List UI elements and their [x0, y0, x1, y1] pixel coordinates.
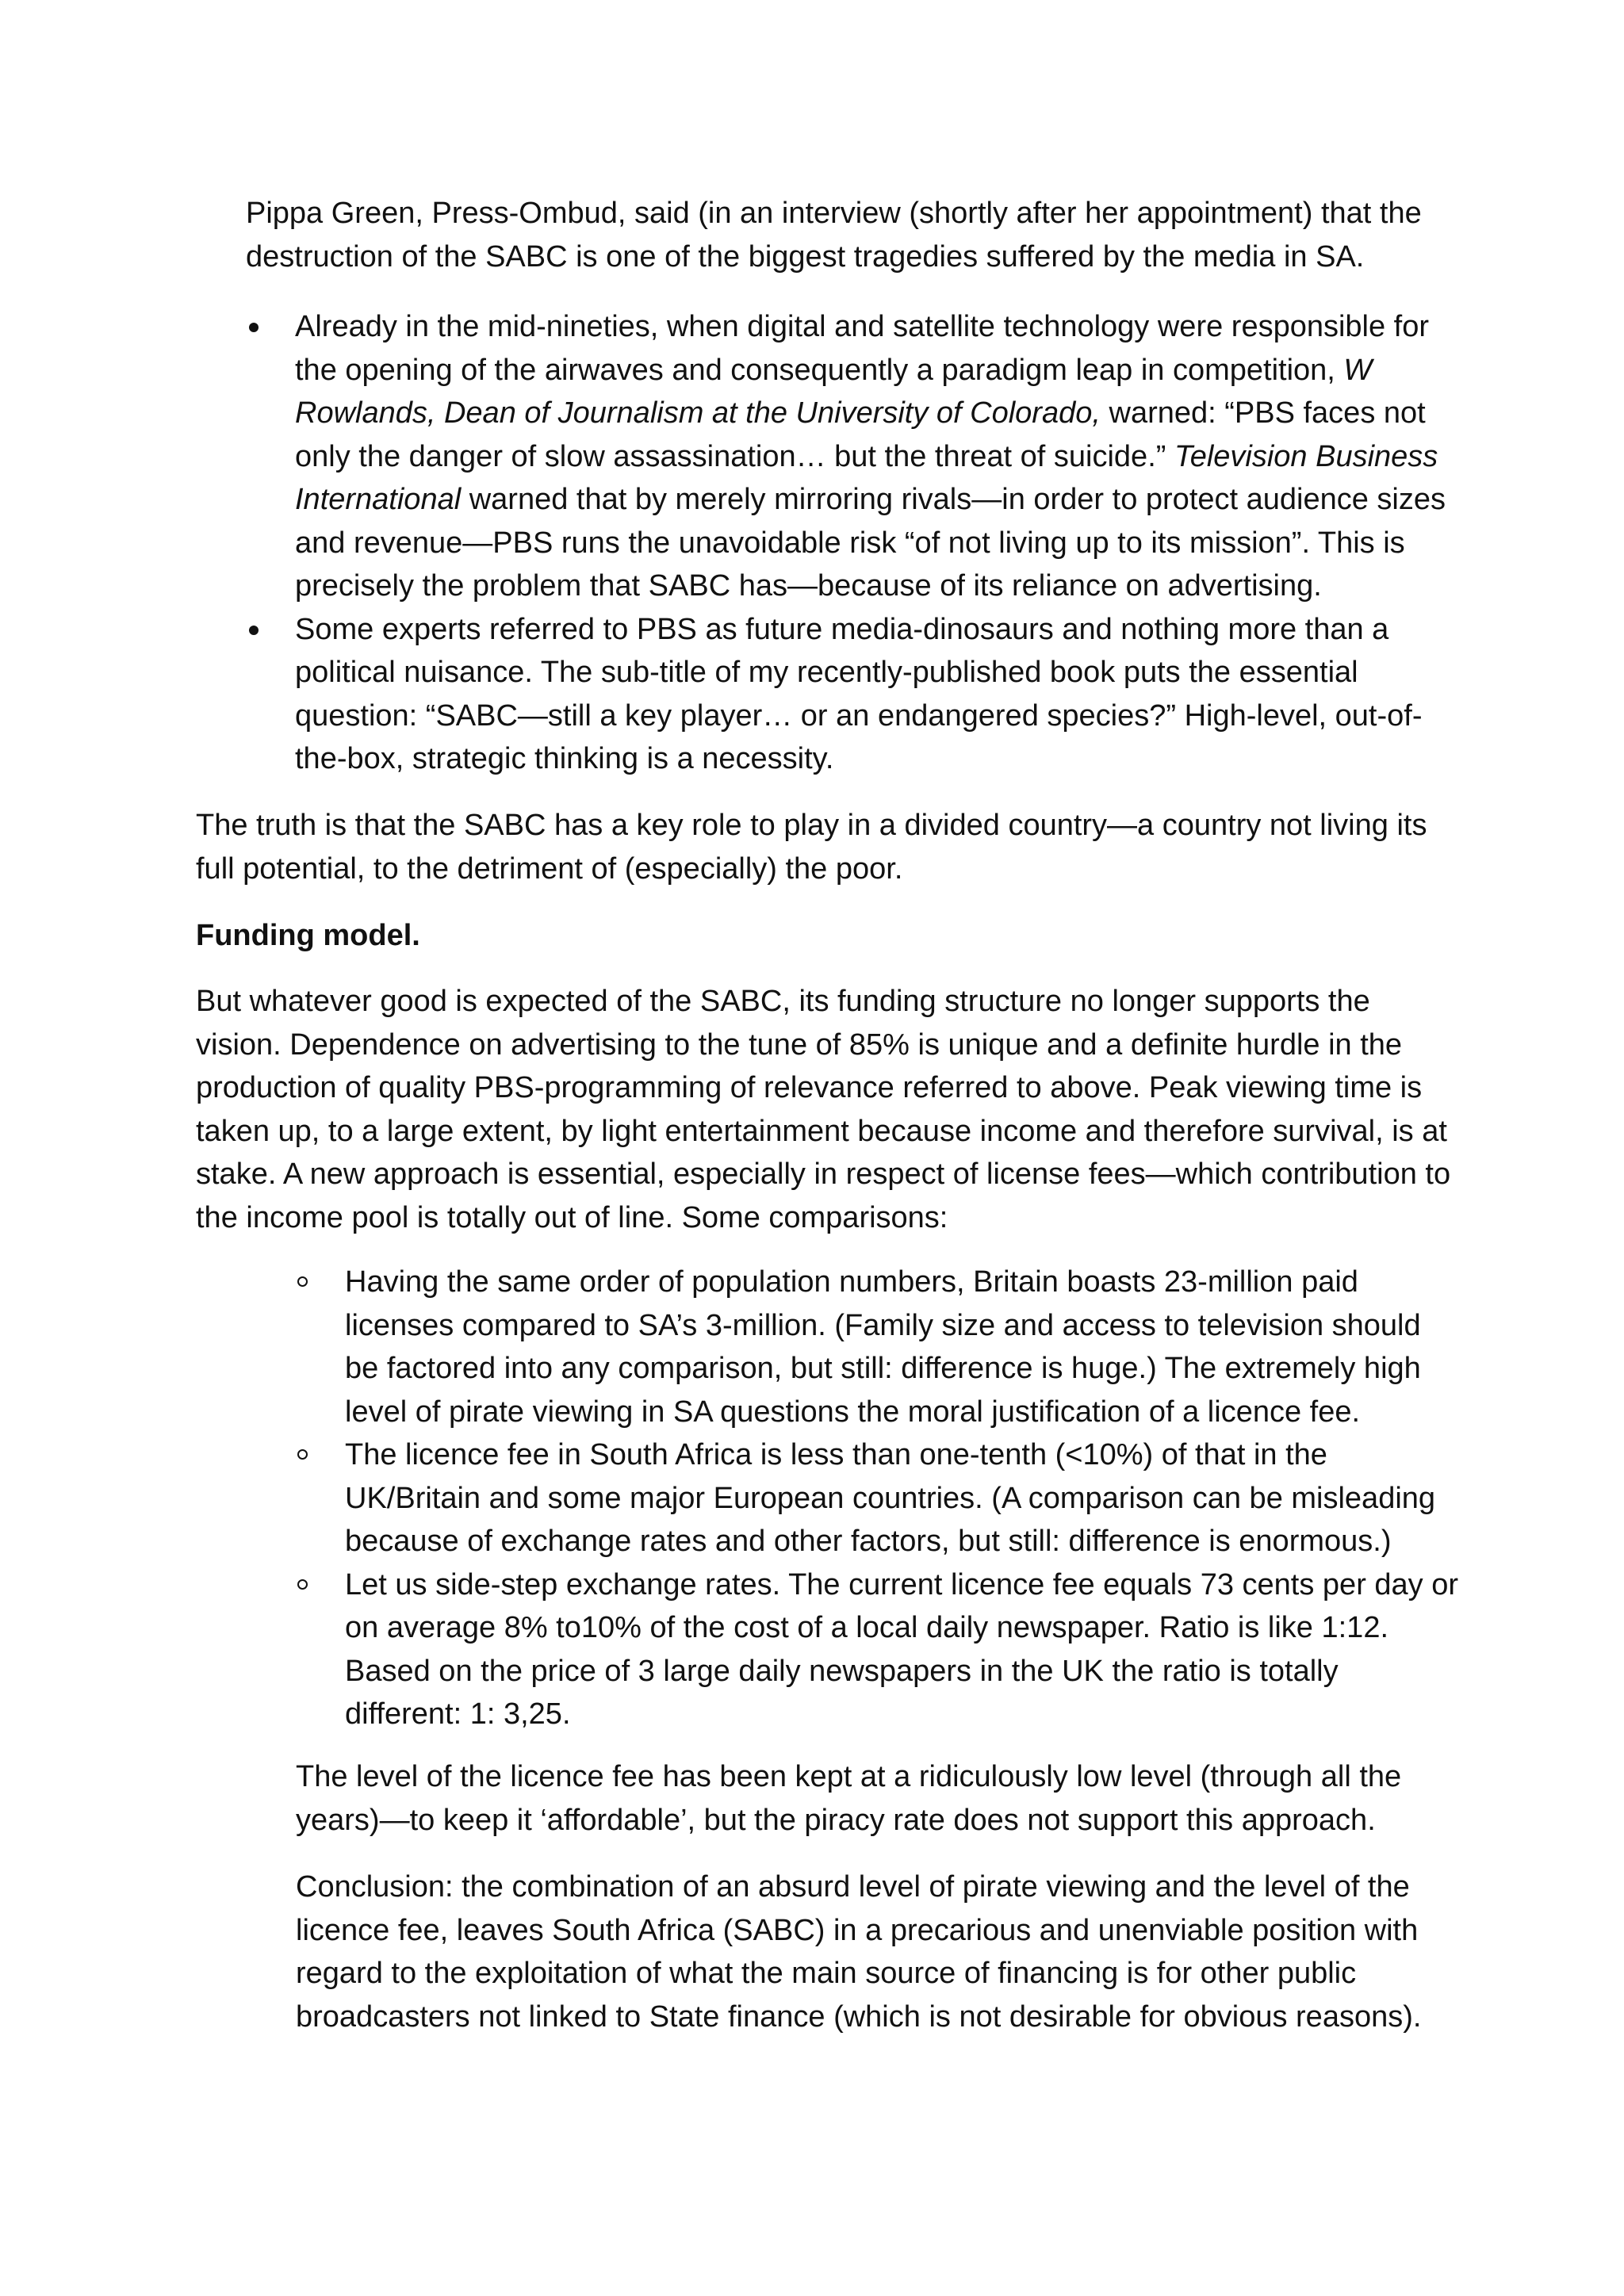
truth-paragraph: The truth is that the SABC has a key role to play in a divided country—a country not living its full potential, to the detriment of (especially) the poor.	[196, 809, 1427, 886]
bullet-text-tail: warned that by merely mirroring rivals—in order to protect audience sizes and revenue—PBS runs the unavoidable risk “of not living up to its mission”. This is precisely the problem that SABC has—because of its reliance on advertising.	[295, 483, 1446, 603]
bullet-item	[246, 305, 1451, 608]
circle-bullet-icon	[297, 1276, 308, 1287]
bullet-item	[246, 608, 1451, 781]
bullet-text-lead: Already in the mid-nineties, when digital and satellite technology were responsible for the opening of the airwaves and consequently a paradigm leap in competition,	[295, 310, 1430, 387]
comparison-item	[296, 1433, 1461, 1563]
licence-level-paragraph: The level of the licence fee has been kept at a ridiculously low level (through all the years)—to keep it ‘affordable’, but the piracy rate does not support this approach.	[296, 1760, 1402, 1837]
bullet-icon	[249, 323, 259, 332]
bullet-text: Some experts referred to PBS as future media-dinosaurs and nothing more than a political nuisance. The sub-title of my recently-published book puts the essential question: “SABC—still a key player… or an endangered species?” High-level, out-of-the-box, strategic thinking is a necessity.	[295, 612, 1423, 775]
bullet-italic-author: W Rowlands, Dean of Journalism at the University of Colorado,	[295, 353, 1373, 430]
section-heading: Funding model.	[196, 919, 420, 952]
circle-bullet-icon	[297, 1579, 308, 1590]
bullet-icon	[249, 626, 259, 635]
bullet-text-quote: warned: “PBS faces not only the danger of slow assassination… but the threat of suicide.”	[295, 396, 1426, 473]
funding-paragraph: But whatever good is expected of the SABC, its funding structure no longer supports the vision. Dependence on advertising to the tune of 85% is unique and a definite hurdle in the production of quality PBS-programming of relevance referred to above. Peak viewing time is taken up, to a large extent, by light entertainment because income and therefore survival, is at stake. A new approach is essential, especially in respect of license fees—which contribution to the income pool is totally out of line. Some comparisons:	[196, 985, 1451, 1234]
circle-bullet-icon	[297, 1449, 308, 1460]
comparison-list	[296, 1261, 1461, 1736]
comparison-item	[296, 1261, 1461, 1433]
comparison-item	[296, 1563, 1461, 1736]
bullet-list	[246, 305, 1451, 781]
conclusion-paragraph: Conclusion: the combination of an absurd level of pirate viewing and the level of the licence fee, leaves South Africa (SABC) in a precarious and unenviable position with regard to the exploitation of what the main source of financing is for other public broadcasters not linked to State finance (which is not desirable for obvious reasons).	[296, 1870, 1422, 2034]
intro-paragraph: Pippa Green, Press-Ombud, said (in an interview (shortly after her appointment) that the destruction of the SABC is one of the biggest tragedies suffered by the media in SA.	[246, 197, 1422, 274]
comparison-text: Having the same order of population numbers, Britain boasts 23-million paid licenses compared to SA’s 3-million. (Family size and access to television should be factored into any comparison, but still: difference is huge.) The extremely high level of pirate viewing in SA questions the moral justification of a licence fee.	[345, 1265, 1421, 1429]
comparison-text: Let us side-step exchange rates. The current licence fee equals 73 cents per day or on average 8% to10% of the cost of a local daily newspaper. Ratio is like 1:12. Based on the price of 3 large daily newspapers in the UK the ratio is totally different: 1: 3,25.	[345, 1567, 1459, 1731]
comparison-text: The licence fee in South Africa is less than one-tenth (<10%) of that in the UK/Britain and some major European countries. (A comparison can be misleading because of exchange rates and other factors, but still: difference is enormous.)	[345, 1438, 1436, 1558]
bullet-italic-publication: Television Business International	[295, 439, 1438, 516]
